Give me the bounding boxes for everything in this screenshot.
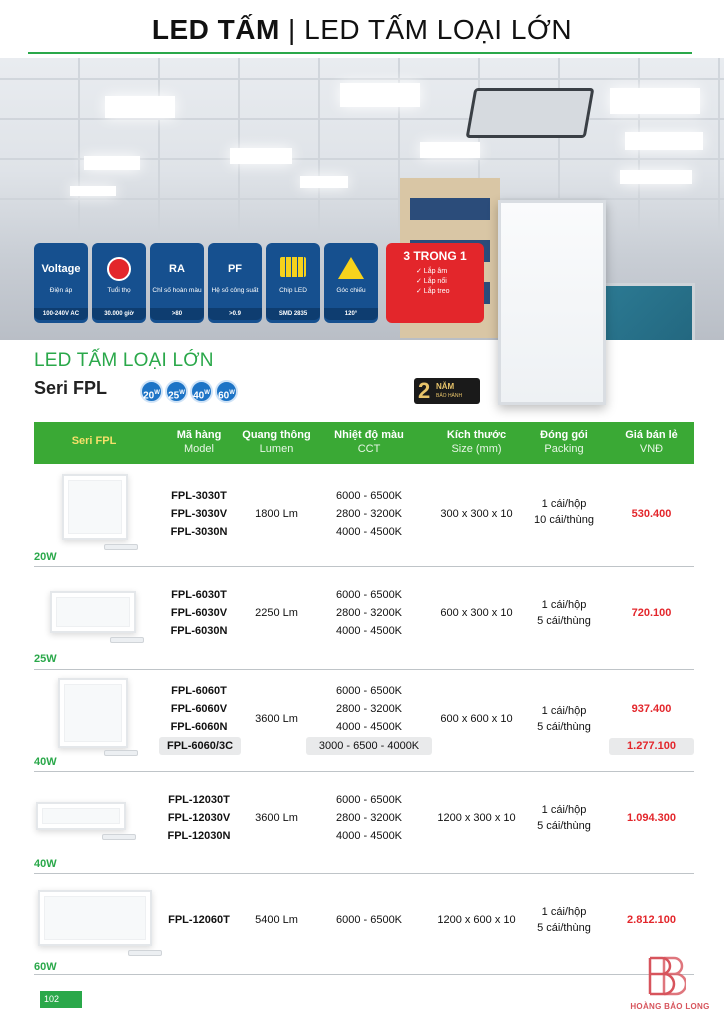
spec-label: Tuổi thọ — [107, 287, 131, 294]
product-image — [58, 678, 128, 748]
brand-name: HOÀNG BẢO LONG — [630, 1002, 710, 1011]
table-row — [34, 874, 694, 974]
retail-price: 720.100 — [631, 607, 672, 619]
wattage-label: 25W — [34, 653, 57, 665]
wattage-badge: $20^W$ — [140, 380, 163, 403]
wattage-label: 60W — [34, 961, 57, 973]
driver-image — [104, 544, 138, 550]
model-list: FPL-3030T FPL-3030V FPL-3030N — [170, 490, 228, 538]
wattage-badge: $40^W$ — [190, 380, 213, 403]
led-panel-back-image — [600, 283, 695, 340]
mount-option: ✓ Lắp âm — [416, 268, 448, 275]
spec-value: >0.9 — [208, 308, 262, 320]
title-divider — [28, 52, 692, 54]
header-cct: Nhiệt độ màu CCT — [334, 429, 404, 455]
packing-info: 1 cái/hộp 5 cái/thùng — [537, 804, 591, 832]
retail-price: 937.400 — [631, 703, 672, 715]
beam-angle-icon — [324, 249, 378, 289]
air-conditioner-unit — [466, 88, 595, 138]
model-list: FPL-12030T FPL-12030V FPL-12030N — [167, 794, 231, 842]
title-bold: LED TẤM — [151, 14, 280, 45]
ceiling-lamp — [105, 96, 175, 118]
brand-logo — [630, 950, 710, 1020]
cct-list: 6000 - 6500K 2800 - 3200K 4000 - 4500K — [335, 490, 403, 538]
model-list: FPL-6060T FPL-6060V FPL-6060N — [170, 685, 228, 733]
spec-label: Chỉ số hoàn màu — [152, 287, 202, 294]
led-panel-product-image — [498, 200, 606, 405]
ceiling-lamp — [610, 88, 700, 114]
size-value: 600 x 300 x 10 — [440, 607, 513, 619]
voltage-icon: Voltage — [41, 263, 81, 275]
packing-info: 1 cái/hộp 5 cái/thùng — [537, 705, 591, 733]
wattage-badge: $60^W$ — [215, 380, 238, 403]
wattage-label: 20W — [34, 551, 57, 563]
retail-price: 1.094.300 — [627, 812, 676, 824]
pf-icon: PF — [227, 263, 243, 275]
driver-image — [110, 637, 144, 643]
warranty-sub: BẢO HÀNH — [436, 393, 463, 399]
model-list: FPL-12060T — [168, 914, 230, 926]
spec-value: >80 — [150, 308, 204, 320]
lumen-value: 2250 Lm — [255, 607, 298, 619]
ceiling-lamp — [625, 132, 703, 150]
ceiling-lamp — [340, 83, 420, 107]
table-row — [34, 464, 694, 567]
cct-list: 6000 - 6500K 2800 - 3200K 4000 - 4500K — [335, 589, 403, 637]
ceiling-lamp — [620, 170, 692, 184]
product-image — [36, 802, 126, 830]
table-row — [34, 670, 694, 772]
packing-info: 1 cái/hộp 5 cái/thùng — [537, 599, 591, 627]
wattage-badges — [140, 380, 240, 403]
extra-model: FPL-6060/3C — [159, 737, 241, 755]
spec-label: Chip LED — [279, 287, 307, 294]
table-row — [34, 567, 694, 670]
ceiling-lamp — [230, 148, 292, 164]
warranty-badge — [414, 378, 480, 404]
page-number: 102 — [40, 991, 82, 1008]
spec-ra — [150, 243, 204, 323]
warranty-years: 2 — [418, 378, 431, 403]
driver-image — [104, 750, 138, 756]
wattage-label: 40W — [34, 756, 57, 768]
spec-beam-angle — [324, 243, 378, 323]
lumen-value: 1800 Lm — [255, 508, 298, 520]
cct-list: 6000 - 6500K — [335, 914, 403, 926]
retail-price: 530.400 — [631, 508, 672, 520]
packing-info: 1 cái/hộp 5 cái/thùng — [537, 906, 591, 934]
spec-label: Góc chiếu — [336, 287, 366, 294]
cct-list: 6000 - 6500K 2800 - 3200K 4000 - 4500K — [335, 794, 403, 842]
spec-led-chip — [266, 243, 320, 323]
lumen-value: 3600 Lm — [255, 713, 298, 725]
led-chip-icon — [266, 249, 320, 289]
header-series: Seri FPL — [71, 435, 117, 447]
size-value: 600 x 600 x 10 — [440, 713, 513, 725]
size-value: 1200 x 300 x 10 — [437, 812, 516, 824]
spec-label: Hệ số công suất — [211, 287, 259, 294]
ra-icon: RA — [169, 263, 185, 275]
table-row — [34, 772, 694, 874]
spec-label: Điện áp — [49, 287, 73, 294]
wattage-badge: $25^W$ — [165, 380, 188, 403]
title-light: LED TẤM LOẠI LỚN — [304, 14, 573, 45]
three-in-one-title: 3 TRONG 1 — [403, 249, 467, 263]
product-image — [50, 591, 136, 633]
three-in-one-badge — [386, 243, 484, 323]
title-separator: | — [279, 14, 305, 45]
header-price: Giá bán lẻ VNĐ — [625, 429, 678, 455]
wattage-label: 40W — [34, 858, 57, 870]
spec-lifetime — [92, 243, 146, 323]
header-lumen: Quang thông Lumen — [242, 429, 311, 455]
lumen-value: 5400 Lm — [255, 914, 298, 926]
ceiling-lamp — [420, 142, 480, 158]
header-packing: Đóng gói Packing — [540, 429, 588, 455]
lumen-value: 3600 Lm — [255, 812, 298, 824]
mount-option: ✓ Lắp treo — [416, 288, 450, 295]
retail-price: 2.812.100 — [627, 914, 676, 926]
ceiling-lamp — [84, 156, 140, 170]
driver-image — [102, 834, 136, 840]
section-title: LED TẤM LOẠI LỚN — [34, 350, 214, 371]
spec-value: 120° — [324, 308, 378, 320]
product-image — [38, 890, 152, 946]
size-value: 1200 x 600 x 10 — [437, 914, 516, 926]
packing-info: 1 cái/hộp 10 cái/thùng — [534, 498, 594, 526]
spec-value: 100-240V AC — [34, 308, 88, 320]
spec-value: 30.000 giờ — [92, 308, 146, 320]
header-model: Mã hàng Model — [176, 429, 222, 455]
size-value: 300 x 300 x 10 — [440, 508, 513, 520]
driver-image — [128, 950, 162, 956]
ceiling-lamp — [300, 176, 348, 188]
spec-voltage — [34, 243, 88, 323]
product-image — [62, 474, 128, 540]
lifetime-clock-icon — [92, 249, 146, 289]
footer-divider — [34, 974, 694, 975]
extra-cct: 3000 - 6500 - 4000K — [306, 737, 432, 755]
series-name: Seri FPL — [34, 378, 108, 398]
warranty-word: NĂM — [436, 382, 455, 391]
extra-price: 1.277.100 — [609, 738, 694, 755]
spec-pf — [208, 243, 262, 323]
mount-option: ✓ Lắp nổi — [416, 278, 447, 285]
spec-value: SMD 2835 — [266, 308, 320, 320]
page-header — [0, 0, 724, 60]
model-list: FPL-6030T FPL-6030V FPL-6030N — [170, 589, 228, 637]
cct-list: 6000 - 6500K 2800 - 3200K 4000 - 4500K — [335, 685, 403, 733]
ceiling-lamp — [70, 186, 116, 196]
header-size: Kích thước Size (mm) — [446, 429, 507, 455]
brand-logo-mark — [642, 954, 686, 998]
page-title — [0, 14, 724, 46]
table-header — [34, 422, 694, 464]
